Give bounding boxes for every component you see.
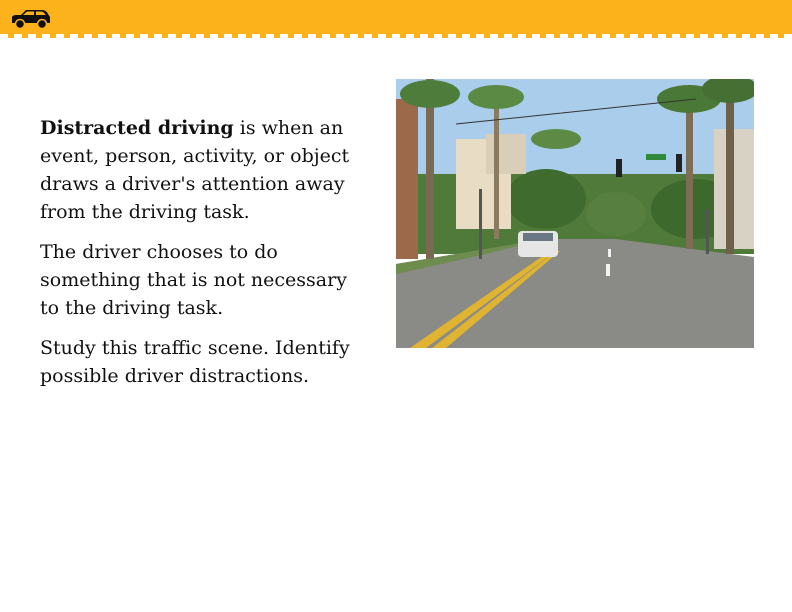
paragraph-instruction: Study this traffic scene. Identify possible driver distractions. (40, 337, 350, 387)
body-text (40, 114, 370, 402)
header-dash-divider (0, 34, 792, 38)
term-distracted-driving: Distracted driving (40, 117, 234, 139)
car-icon (10, 8, 52, 30)
paragraph-choice: The driver chooses to do something that is not necessary to the driving task. (40, 241, 347, 319)
definition-text: is when an event, person, activity, or object draws a driver's attention away from the driving task. (40, 117, 350, 223)
header-bar (0, 0, 792, 38)
traffic-scene-photo (396, 79, 754, 348)
paragraph-definition (40, 114, 370, 226)
